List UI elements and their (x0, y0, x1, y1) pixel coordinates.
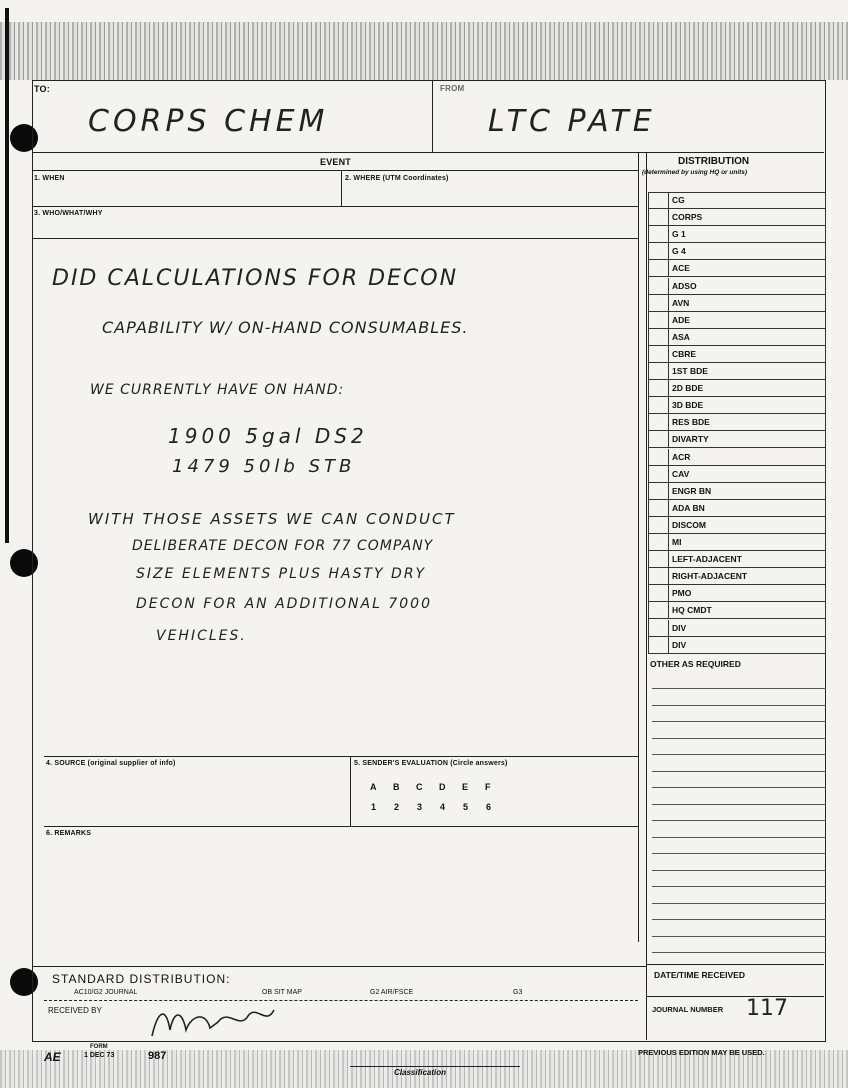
other-line (652, 886, 826, 887)
to-value: CORPS CHEM (88, 104, 329, 139)
distribution-row[interactable] (648, 431, 826, 448)
remarks-top-rule (44, 826, 638, 827)
distribution-checkbox[interactable] (648, 637, 669, 654)
distribution-item-label: RES BDE (672, 417, 710, 428)
eval-label: 5. SENDER'S EVALUATION (Circle answers) (354, 760, 508, 767)
when-label: 1. WHEN (34, 175, 65, 182)
distribution-checkbox[interactable] (648, 620, 669, 637)
eval-number-2[interactable]: 2 (394, 802, 400, 812)
source-label: 4. SOURCE (original supplier of info) (46, 760, 176, 767)
distribution-checkbox[interactable] (648, 534, 669, 551)
distribution-row[interactable] (648, 192, 826, 209)
other-line (652, 721, 826, 722)
message-line-4: 1900 5gal DS2 (168, 424, 368, 448)
distribution-item-label: 3D BDE (672, 400, 704, 411)
previous-edition-note: PREVIOUS EDITION MAY BE USED. (638, 1048, 765, 1057)
distribution-checkbox[interactable] (648, 226, 669, 243)
std-dist-option-3: G2 AIR/FSCE (370, 989, 414, 996)
distribution-item-label: ENGR BN (672, 485, 712, 496)
classification-rule (350, 1066, 520, 1067)
message-line-2: CAPABILITY W/ ON-HAND CONSUMABLES. (102, 318, 469, 337)
source-top-rule (44, 756, 638, 757)
distribution-item-label: AVN (672, 297, 690, 308)
distribution-row[interactable] (648, 500, 826, 517)
distribution-checkbox[interactable] (648, 243, 669, 260)
distribution-checkbox[interactable] (648, 431, 669, 448)
eval-letter-e[interactable]: E (462, 782, 469, 792)
distribution-row[interactable] (648, 329, 826, 346)
distribution-row[interactable] (648, 466, 826, 483)
distribution-row[interactable] (648, 312, 826, 329)
other-line (652, 738, 826, 739)
distribution-row[interactable] (648, 414, 826, 431)
message-line-5: 1479 50lb STB (172, 456, 356, 477)
other-line (652, 903, 826, 904)
from-label: FROM (440, 84, 465, 93)
distribution-item-label: DIV (672, 639, 687, 650)
distribution-item-label: ASA (672, 331, 690, 342)
message-line-9: DECON FOR AN ADDITIONAL 7000 (136, 596, 432, 612)
eval-letter-b[interactable]: B (393, 782, 400, 792)
distribution-item-label: HQ CMDT (672, 605, 712, 616)
distribution-checkbox[interactable] (648, 397, 669, 414)
distribution-checkbox[interactable] (648, 500, 669, 517)
distribution-row[interactable] (648, 534, 826, 551)
distribution-item-label: DIV (672, 622, 687, 633)
to-from-divider (432, 80, 433, 152)
eval-number-4[interactable]: 4 (440, 802, 446, 812)
distribution-item-label: ACR (672, 451, 691, 462)
classification-label: Classification (394, 1068, 447, 1077)
left-margin-rule (5, 8, 9, 543)
distribution-checkbox[interactable] (648, 483, 669, 500)
other-line (652, 771, 826, 772)
std-dist-option-4: G3 (513, 989, 523, 996)
eval-letter-f[interactable]: F (485, 782, 491, 792)
received-by-label: RECEIVED BY (48, 1006, 102, 1015)
distribution-checkbox[interactable] (648, 278, 669, 295)
source-eval-divider (350, 756, 351, 826)
form-word: FORM (90, 1044, 108, 1050)
distribution-row[interactable] (648, 551, 826, 568)
other-line (652, 919, 826, 920)
distribution-row[interactable] (648, 380, 826, 397)
distribution-item-label: 2D BDE (672, 383, 704, 394)
distribution-row[interactable] (648, 568, 826, 585)
other-line (652, 688, 826, 689)
header-bottom-rule (32, 152, 824, 153)
distribution-item-label: ADE (672, 314, 690, 325)
who-label: 3. WHO/WHAT/WHY (34, 210, 103, 217)
distribution-row[interactable] (648, 295, 826, 312)
other-line (652, 936, 826, 937)
distribution-item-label: MI (672, 537, 682, 547)
distribution-row[interactable] (648, 226, 826, 243)
std-dist-label: STANDARD DISTRIBUTION: (52, 972, 231, 986)
distribution-row[interactable] (648, 346, 826, 363)
who-bottom-rule (32, 238, 638, 239)
distribution-checkbox[interactable] (648, 380, 669, 397)
message-line-6: WITH THOSE ASSETS WE CAN CONDUCT (88, 510, 456, 528)
distribution-item-label: DIVARTY (672, 434, 709, 445)
other-line (652, 804, 826, 805)
distribution-checkbox[interactable] (648, 517, 669, 534)
other-line (652, 837, 826, 838)
distribution-item-label: ADA BN (672, 502, 705, 513)
other-line (652, 853, 826, 854)
distribution-checkbox[interactable] (648, 329, 669, 346)
event-label: EVENT (320, 157, 352, 167)
distribution-checkbox[interactable] (648, 312, 669, 329)
distribution-subtitle: (determined by using HQ or units) (642, 169, 748, 176)
eval-letter-d[interactable]: D (439, 782, 446, 792)
eval-number-5[interactable]: 5 (463, 802, 469, 812)
message-line-8: SIZE ELEMENTS PLUS HASTY DRY (136, 566, 427, 582)
other-line (652, 820, 826, 821)
other-line (652, 952, 826, 953)
distribution-checkbox[interactable] (648, 551, 669, 568)
message-line-10: VEHICLES. (156, 628, 247, 644)
distribution-row[interactable] (648, 243, 826, 260)
other-line (652, 705, 826, 706)
distribution-checkbox[interactable] (648, 260, 669, 277)
eval-number-1[interactable]: 1 (371, 802, 377, 812)
distribution-checkbox[interactable] (648, 602, 669, 619)
form-ae: AE (44, 1050, 61, 1064)
other-as-required-label: OTHER AS REQUIRED (650, 659, 741, 669)
eval-number-6[interactable]: 6 (486, 802, 492, 812)
distribution-checkbox[interactable] (648, 209, 669, 226)
distribution-checkbox[interactable] (648, 192, 669, 209)
journal-number-label: JOURNAL NUMBER (652, 1005, 724, 1014)
distribution-item-label: CAV (672, 468, 690, 479)
message-line-3: WE CURRENTLY HAVE ON HAND: (90, 382, 345, 398)
std-dist-options-rule (44, 1000, 638, 1001)
distribution-item-label: ACE (672, 263, 690, 274)
std-dist-top-rule (32, 966, 646, 967)
distribution-item-label: CBRE (672, 348, 697, 359)
std-dist-option-1: AC10/G2 JOURNAL (74, 989, 138, 996)
where-label: 2. WHERE (UTM Coordinates) (345, 175, 449, 182)
distribution-row[interactable] (648, 449, 826, 466)
form-number: 987 (148, 1050, 167, 1062)
when-bottom-rule (32, 206, 638, 207)
distribution-item-label: LEFT-ADJACENT (672, 554, 742, 565)
distribution-checkbox[interactable] (648, 363, 669, 380)
distribution-item-label: CG (672, 195, 685, 205)
eval-number-3[interactable]: 3 (417, 802, 423, 812)
from-value: LTC PATE (488, 104, 656, 139)
journal-top-rule (646, 996, 824, 997)
message-line-1: DID CALCULATIONS FOR DECON (52, 266, 459, 291)
journal-number-value: 117 (746, 996, 788, 1021)
date-time-top-rule (646, 964, 824, 965)
distribution-divider (638, 152, 639, 942)
distribution-item-label: PMO (672, 588, 692, 599)
distribution-row[interactable] (648, 585, 826, 602)
event-rule (32, 170, 638, 171)
eval-letter-a[interactable]: A (370, 782, 377, 792)
message-line-7: DELIBERATE DECON FOR 77 COMPANY (132, 538, 434, 554)
distribution-item-label: G 4 (672, 246, 686, 257)
distribution-row[interactable] (648, 602, 826, 619)
distribution-item-label: 1ST BDE (672, 366, 708, 376)
distribution-row[interactable] (648, 483, 826, 500)
std-dist-option-2: OB SIT MAP (262, 989, 302, 996)
distribution-row[interactable] (648, 278, 826, 295)
distribution-row[interactable] (648, 637, 826, 654)
distribution-item-label: G 1 (672, 229, 686, 240)
distribution-title: DISTRIBUTION (678, 156, 750, 167)
eval-letter-c[interactable]: C (416, 782, 423, 792)
distribution-row[interactable] (648, 363, 826, 380)
distribution-checkbox[interactable] (648, 568, 669, 585)
distribution-checkbox[interactable] (648, 449, 669, 466)
signature (148, 1000, 278, 1044)
distribution-item-label: ADSO (672, 280, 697, 291)
date-time-received-label: DATE/TIME RECEIVED (654, 970, 745, 980)
other-line (652, 787, 826, 788)
distribution-checkbox[interactable] (648, 346, 669, 363)
distribution-row[interactable] (648, 397, 826, 414)
when-where-divider (341, 170, 342, 206)
distribution-item-label: CORPS (672, 212, 703, 223)
form-date: 1 DEC 73 (84, 1052, 115, 1059)
distribution-checkbox[interactable] (648, 585, 669, 602)
distribution-divider-2 (646, 152, 647, 1040)
distribution-checkbox[interactable] (648, 466, 669, 483)
distribution-checkbox[interactable] (648, 414, 669, 431)
distribution-row[interactable] (648, 620, 826, 637)
other-line (652, 754, 826, 755)
distribution-row[interactable] (648, 517, 826, 534)
to-label: TO: (34, 84, 50, 94)
distribution-item-label: RIGHT-ADJACENT (672, 571, 748, 582)
distribution-item-label: DISCOM (672, 519, 706, 530)
other-line (652, 870, 826, 871)
remarks-label: 6. REMARKS (46, 830, 92, 837)
distribution-row[interactable] (648, 209, 826, 226)
scan-noise-top (0, 22, 848, 80)
distribution-checkbox[interactable] (648, 295, 669, 312)
distribution-row[interactable] (648, 260, 826, 277)
